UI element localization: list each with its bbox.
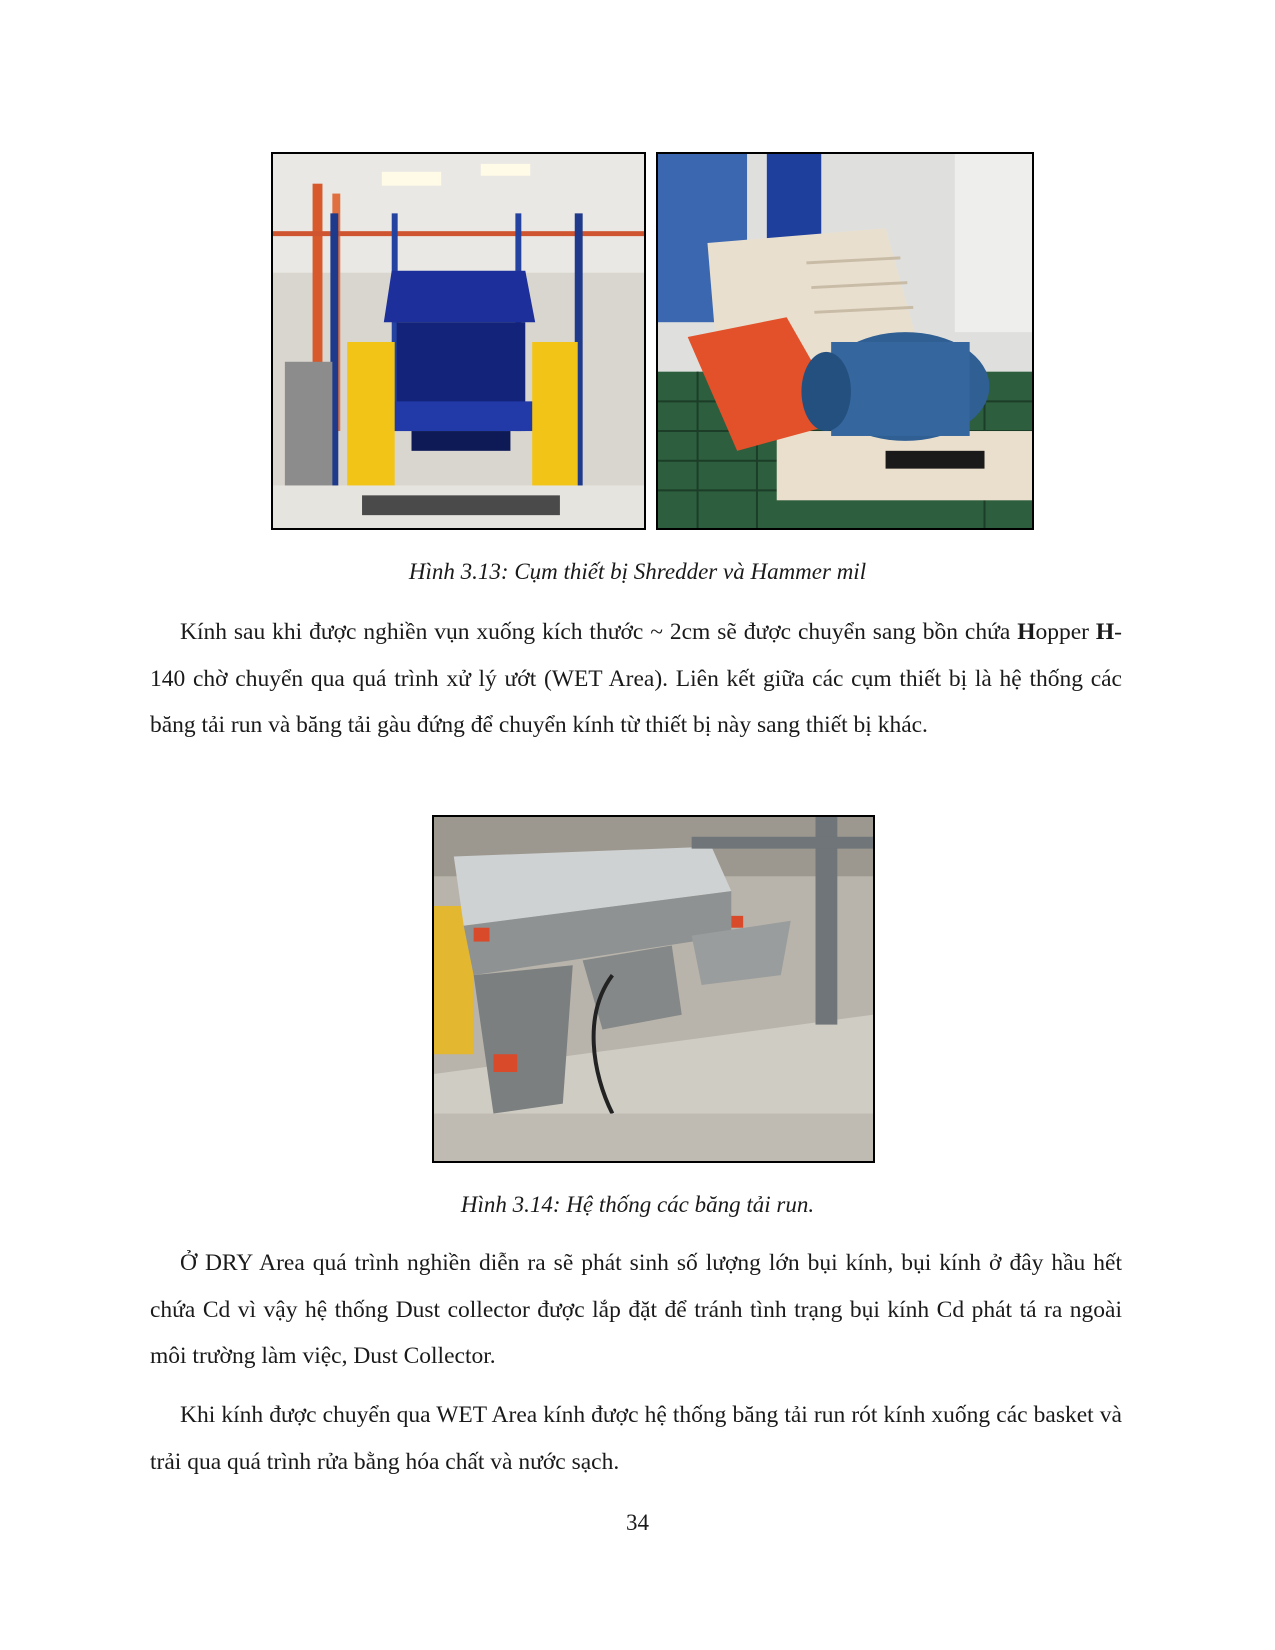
vibrating-conveyor-photo <box>432 815 875 1163</box>
hammer-mill-photo <box>656 152 1034 530</box>
figure-3-14-caption: Hình 3.14: Hệ thống các băng tải run. <box>460 1192 815 1217</box>
page-number: 34 <box>626 1510 649 1535</box>
paragraph-wet-area: Khi kính được chuyển qua WET Area kính được hệ thống băng tải run rót kính xuống các basket và trải qua quá trình rửa bằng hóa chất và nước sạch. <box>150 1402 1122 1475</box>
paragraph-hopper: Kính sau khi được nghiền vụn xuống kích thước ~ 2cm sẽ được chuyển sang bồn chứa Hopper H-140 chờ chuyển qua quá trình xử lý ướt (WET Area). Liên kết giữa các cụm thiết bị là hệ thống các băng tải run và băng tải gàu đứng để chuyển kính từ thiết bị này sang thiết bị khác. <box>150 619 1122 738</box>
figure-3-13-caption: Hình 3.13: Cụm thiết bị Shredder và Hammer mil <box>408 559 867 584</box>
paragraph-dust-collector: Ở DRY Area quá trình nghiền diễn ra sẽ phát sinh số lượng lớn bụi kính, bụi kính ở đây hầu hết chứa Cd vì vậy hệ thống Dust collector được lắp đặt để tránh tình trạng bụi kính Cd phát tá ra ngoài môi trường làm việc, Dust Collector. <box>150 1250 1122 1369</box>
shredder-machine-photo <box>271 152 646 530</box>
